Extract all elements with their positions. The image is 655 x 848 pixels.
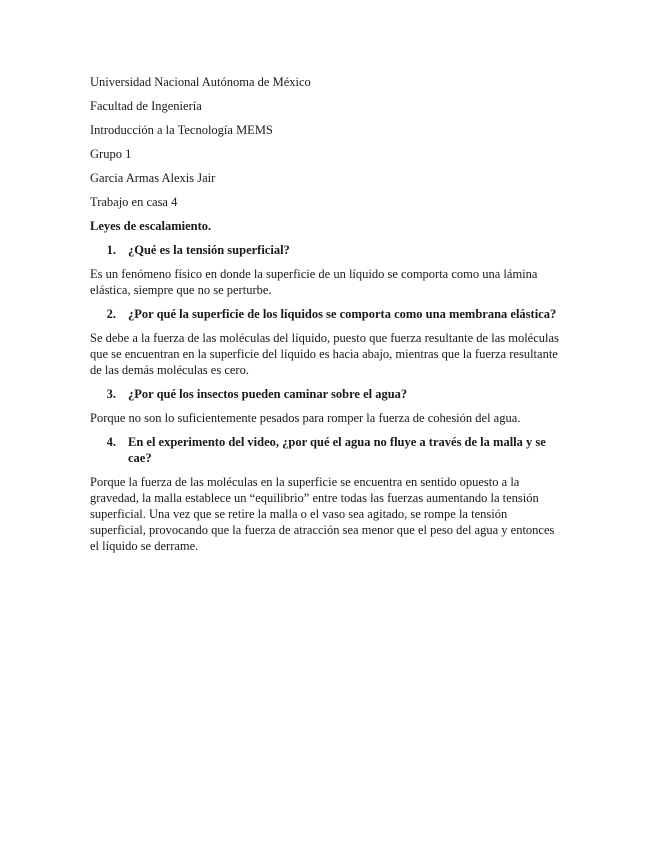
question-text: ¿Por qué la superficie de los líquidos se comporta como una membrana elástica? bbox=[128, 307, 557, 321]
answer-1: Es un fenómeno físico en donde la superficie de un líquido se comporta como una lámina elástica, siempre que no se perturbe. bbox=[90, 267, 538, 297]
section-title: Leyes de escalamiento. bbox=[90, 219, 212, 233]
answer-2: Se debe a la fuerza de las moléculas del líquido, puesto que fuerza resultante de las moléculas que se encuentran en la superficie del líquido es hacia abajo, mientras que la fuerza resultante de las demás moléculas es cero. bbox=[90, 331, 559, 377]
question-text: ¿Por qué los insectos pueden caminar sobre el agua? bbox=[128, 387, 408, 401]
question-4 bbox=[90, 434, 560, 466]
assignment-line: Trabajo en casa 4 bbox=[90, 195, 178, 209]
document-page bbox=[90, 74, 560, 562]
question-number: 1. bbox=[106, 243, 116, 257]
course-line: Introducción a la Tecnología MEMS bbox=[90, 123, 273, 137]
answer-4: Porque la fuerza de las moléculas en la superficie se encuentra en sentido opuesto a la gravedad, la malla establece un “equilibrio” entre todas las fuerzas aumentando la tensión superficial. Una vez que se retire la malla o el vaso sea agitado, se rompe la tensión superficial, provocando que la fuerza de atracción sea menor que el peso del agua y entonces el líquido se derrame. bbox=[90, 475, 555, 553]
question-2 bbox=[90, 306, 560, 322]
question-number: 3. bbox=[106, 387, 116, 401]
student-line: Garcia Armas Alexis Jair bbox=[90, 171, 216, 185]
question-3 bbox=[90, 386, 560, 402]
question-1 bbox=[90, 242, 560, 258]
university-line: Universidad Nacional Autónoma de México bbox=[90, 75, 311, 89]
question-text: ¿Qué es la tensión superficial? bbox=[128, 243, 290, 257]
answer-3: Porque no son lo suficientemente pesados para romper la fuerza de cohesión del agua. bbox=[90, 411, 521, 425]
faculty-line: Facultad de Ingeniería bbox=[90, 99, 202, 113]
group-line: Grupo 1 bbox=[90, 147, 132, 161]
question-number: 4. bbox=[106, 435, 116, 449]
question-text: En el experimento del video, ¿por qué el agua no fluye a través de la malla y se cae? bbox=[128, 435, 546, 465]
question-number: 2. bbox=[106, 307, 116, 321]
